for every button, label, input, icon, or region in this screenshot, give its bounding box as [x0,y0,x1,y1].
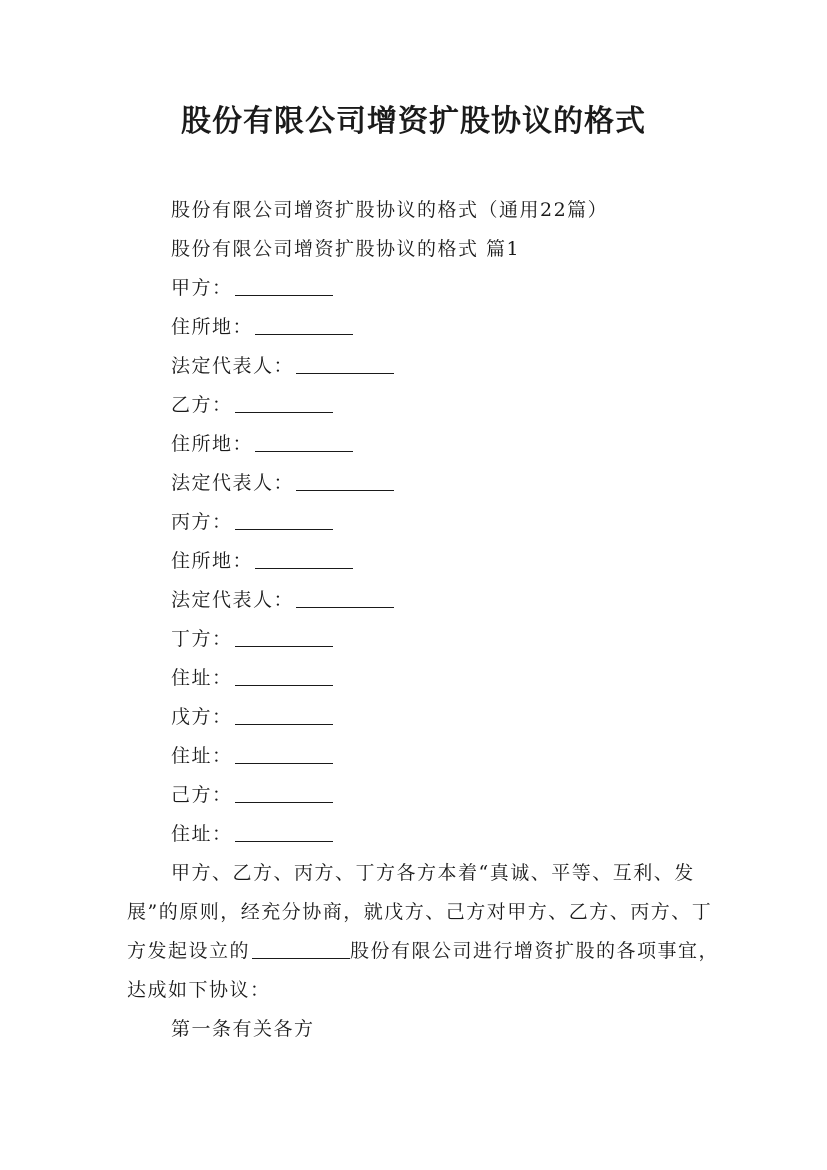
paragraph-text-start: 甲方、乙方、丙方、丁方各方本着“真诚、平等、互利、发展”的原则，经充分协商，就戊方、己方对甲方、乙方、丙方、丁方发起设立的 [127,862,713,962]
field-address-d [127,659,727,698]
field-label: 住址： [171,667,233,689]
agreement-paragraph [127,854,727,1010]
blank-line [235,645,333,647]
field-label: 住所地： [171,550,254,572]
section-heading: 股份有限公司增资扩股协议的格式 篇1 [171,238,521,260]
field-label: 住址： [171,823,233,845]
blank-line [235,411,333,413]
field-label: 己方： [171,784,233,806]
blank-line [255,450,353,452]
field-address-a [127,308,727,347]
blank-line [235,840,333,842]
field-address-e [127,737,727,776]
article-heading: 第一条有关各方 [171,1018,315,1040]
blank-line [235,801,333,803]
field-party-b [127,386,727,425]
field-label: 法定代表人： [171,355,295,377]
blank-line [255,333,353,335]
field-address-c [127,542,727,581]
field-label: 丙方： [171,511,233,533]
blank-line [296,372,394,374]
document-title: 股份有限公司增资扩股协议的格式 [181,104,646,139]
field-party-d [127,620,727,659]
field-label: 戊方： [171,706,233,728]
field-label: 住所地： [171,316,254,338]
blank-line [235,528,333,530]
blank-line [235,762,333,764]
field-label: 法定代表人： [171,472,295,494]
blank-line [252,957,350,959]
field-party-a [127,269,727,308]
document-subtitle: 股份有限公司增资扩股协议的格式（通用22篇） [171,199,609,221]
field-address-f [127,815,727,854]
document-body [127,191,727,1049]
paragraph-text-end: 股份有限公司进行增资扩股的各项事宜，达成如下协议： [127,940,720,1001]
field-legal-rep-b [127,464,727,503]
blank-line [235,294,333,296]
field-label: 丁方： [171,628,233,650]
field-party-e [127,698,727,737]
field-label: 法定代表人： [171,589,295,611]
field-label: 住所地： [171,433,254,455]
blank-line [296,606,394,608]
field-label: 乙方： [171,394,233,416]
field-address-b [127,425,727,464]
field-legal-rep-a [127,347,727,386]
field-party-f [127,776,727,815]
field-label: 甲方： [171,277,233,299]
field-party-c [127,503,727,542]
blank-line [296,489,394,491]
field-label: 住址： [171,745,233,767]
blank-line [255,567,353,569]
blank-line [235,684,333,686]
field-legal-rep-c [127,581,727,620]
blank-line [235,723,333,725]
